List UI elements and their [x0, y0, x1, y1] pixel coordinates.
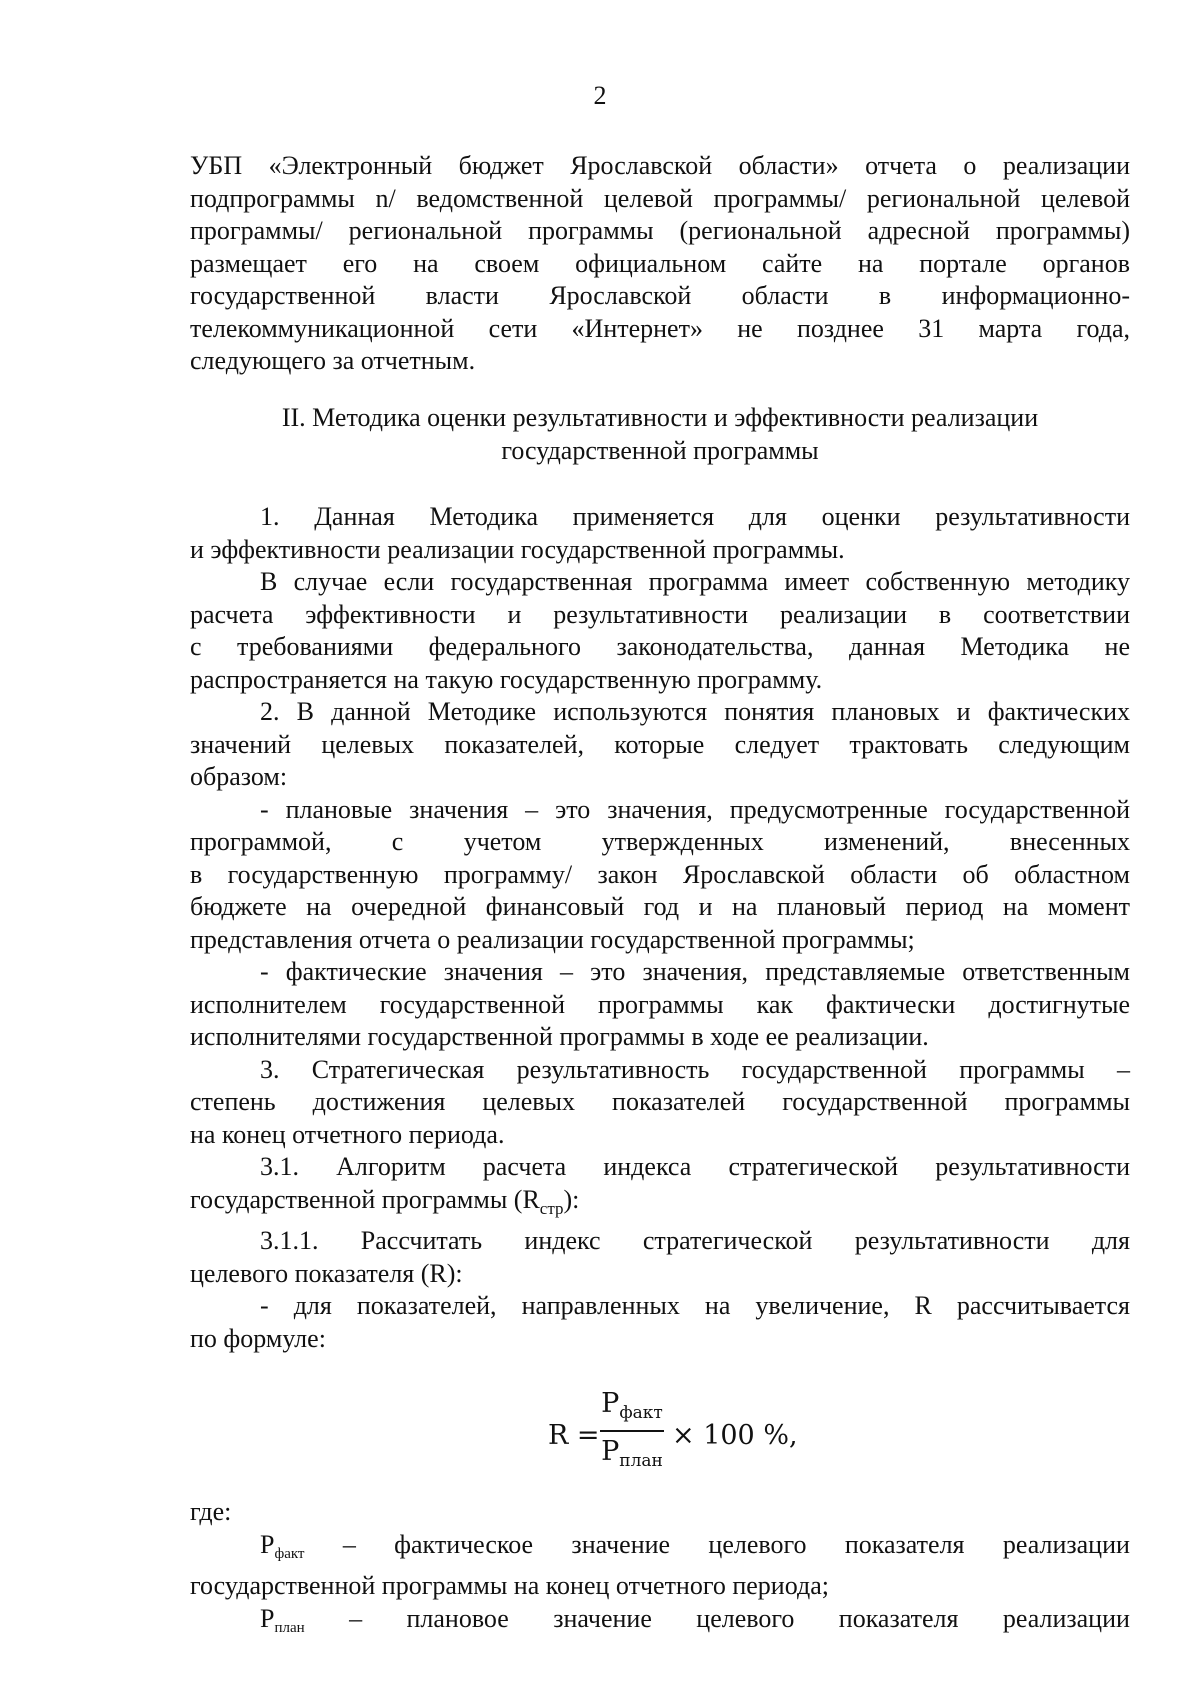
definition-fact-line — [190, 1529, 1130, 1571]
text-line: с требованиями федерального законодательства, данная Методика не — [190, 632, 1130, 661]
text-line: телекоммуникационной сети «Интернет» не позднее 31 марта года, — [190, 313, 1130, 343]
symbol: P — [260, 1529, 275, 1559]
formula-numerator — [600, 1388, 664, 1423]
text-fragment: ): — [563, 1184, 580, 1214]
word: – — [349, 1603, 363, 1633]
subscript: стр — [539, 1198, 564, 1218]
text-line: 3.1.1. Рассчитать индекс стратегической результативности для — [260, 1226, 1130, 1255]
text-line: - фактические значения – это значения, представляемые ответственным — [260, 957, 1130, 986]
text-line: по формуле: — [190, 1323, 326, 1353]
paragraph-2 — [190, 566, 1130, 696]
definition-symbol — [260, 1603, 305, 1645]
section-heading-line: II. Методика оценки результативности и эффективности реализации — [281, 403, 1039, 432]
word: реализации — [1002, 1603, 1130, 1633]
text-line: целевого показателя (R): — [190, 1258, 463, 1288]
text-line: в государственную программу/ закон Ярославской области об областном — [190, 859, 1130, 889]
word: показателя — [844, 1529, 965, 1559]
word: целевого — [708, 1529, 807, 1559]
symbol: P — [601, 1388, 620, 1419]
text-line: государственной программы на конец отчетного периода; — [190, 1571, 829, 1600]
text-line: подпрограммы n/ ведомственной целевой программы/ региональной целевой — [190, 183, 1130, 213]
methodology-body — [190, 501, 1130, 1355]
paragraph-1 — [190, 501, 1130, 566]
text-line: образом: — [190, 762, 288, 791]
definition-plan-line — [190, 1603, 1130, 1645]
fraction-bar — [600, 1430, 664, 1432]
formula-lhs: R = — [548, 1420, 600, 1451]
definitions — [190, 1496, 1130, 1644]
paragraph-increase-indicators — [190, 1290, 1130, 1355]
subscript: план — [274, 1619, 305, 1636]
definition-symbol — [260, 1529, 305, 1571]
text-line: на конец отчетного периода. — [190, 1119, 505, 1149]
formula — [0, 1384, 1200, 1484]
intro-paragraph — [190, 150, 1130, 378]
word: плановое — [406, 1603, 509, 1633]
text-line — [190, 1184, 1130, 1226]
paragraph-algorithm — [190, 1151, 1130, 1225]
word: показателя — [838, 1603, 959, 1633]
paragraph-planned-values — [190, 794, 1130, 957]
text-line: программы/ региональной программы (региональной адресной программы) — [190, 216, 1130, 245]
text-fragment: государственной программы (R — [190, 1184, 540, 1214]
paragraph-3 — [190, 696, 1130, 794]
section-heading-line: государственной программы — [501, 435, 819, 465]
text-line: В случае если государственная программа имеет собственную методику — [260, 567, 1130, 596]
text-line: исполнителем государственной программы как фактически достигнутые — [190, 989, 1130, 1019]
text-line: исполнителями государственной программы в ходе ее реализации. — [190, 1022, 929, 1051]
word: значение — [553, 1603, 652, 1633]
text-line: распространяется на такую государственную программу. — [190, 664, 823, 694]
text-line: 3.1. Алгоритм расчета индекса стратегической результативности — [260, 1152, 1130, 1181]
where-label: где: — [190, 1497, 232, 1526]
subscript: факт — [619, 1403, 663, 1423]
word: фактическое — [394, 1529, 534, 1559]
text-line: значений целевых показателей, которые следует трактовать следующим — [190, 729, 1130, 759]
text-line: государственной власти Ярославской области в информационно- — [190, 281, 1130, 310]
formula-rhs: × 100 %, — [672, 1420, 798, 1451]
text-line: размещает его на своем официальном сайте на портале органов — [190, 248, 1130, 278]
text-line: 1. Данная Методика применяется для оценки результативности — [260, 502, 1130, 531]
text-line: следующего за отчетным. — [190, 346, 476, 375]
subscript: план — [619, 1451, 663, 1471]
formula-denominator — [600, 1436, 664, 1471]
subscript: факт — [274, 1545, 305, 1562]
text-line: 2. В данной Методике используются понятия плановых и фактических — [260, 697, 1130, 726]
text-line: УБП «Электронный бюджет Ярославской области» отчета о реализации — [190, 151, 1130, 180]
word: – — [342, 1529, 356, 1559]
text-line: степень достижения целевых показателей государственной программы — [190, 1087, 1130, 1116]
section-heading — [190, 402, 1130, 467]
symbol: P — [601, 1436, 620, 1467]
text-line: 3. Стратегическая результативность государственной программы – — [260, 1054, 1130, 1084]
text-line: программой, с учетом утвержденных изменений, внесенных — [190, 827, 1130, 856]
word: реализации — [1002, 1529, 1130, 1559]
word: целевого — [696, 1603, 795, 1633]
text-line: - плановые значения – это значения, предусмотренные государственной — [260, 794, 1130, 824]
text-line: - для показателей, направленных на увеличение, R рассчитывается — [260, 1291, 1130, 1320]
paragraph-calc-index — [190, 1225, 1130, 1290]
text-line: расчета эффективности и результативности реализации в соответствии — [190, 599, 1130, 629]
paragraph-actual-values — [190, 956, 1130, 1054]
paragraph-strategic — [190, 1054, 1130, 1152]
text-line: представления отчета о реализации государственной программы; — [190, 924, 915, 954]
text-line: и эффективности реализации государственной программы. — [190, 534, 845, 564]
text-line: бюджете на очередной финансовый год и на плановый период на момент — [190, 892, 1130, 921]
word: значение — [571, 1529, 671, 1559]
symbol: P — [260, 1603, 275, 1633]
page-number: 2 — [593, 81, 607, 110]
